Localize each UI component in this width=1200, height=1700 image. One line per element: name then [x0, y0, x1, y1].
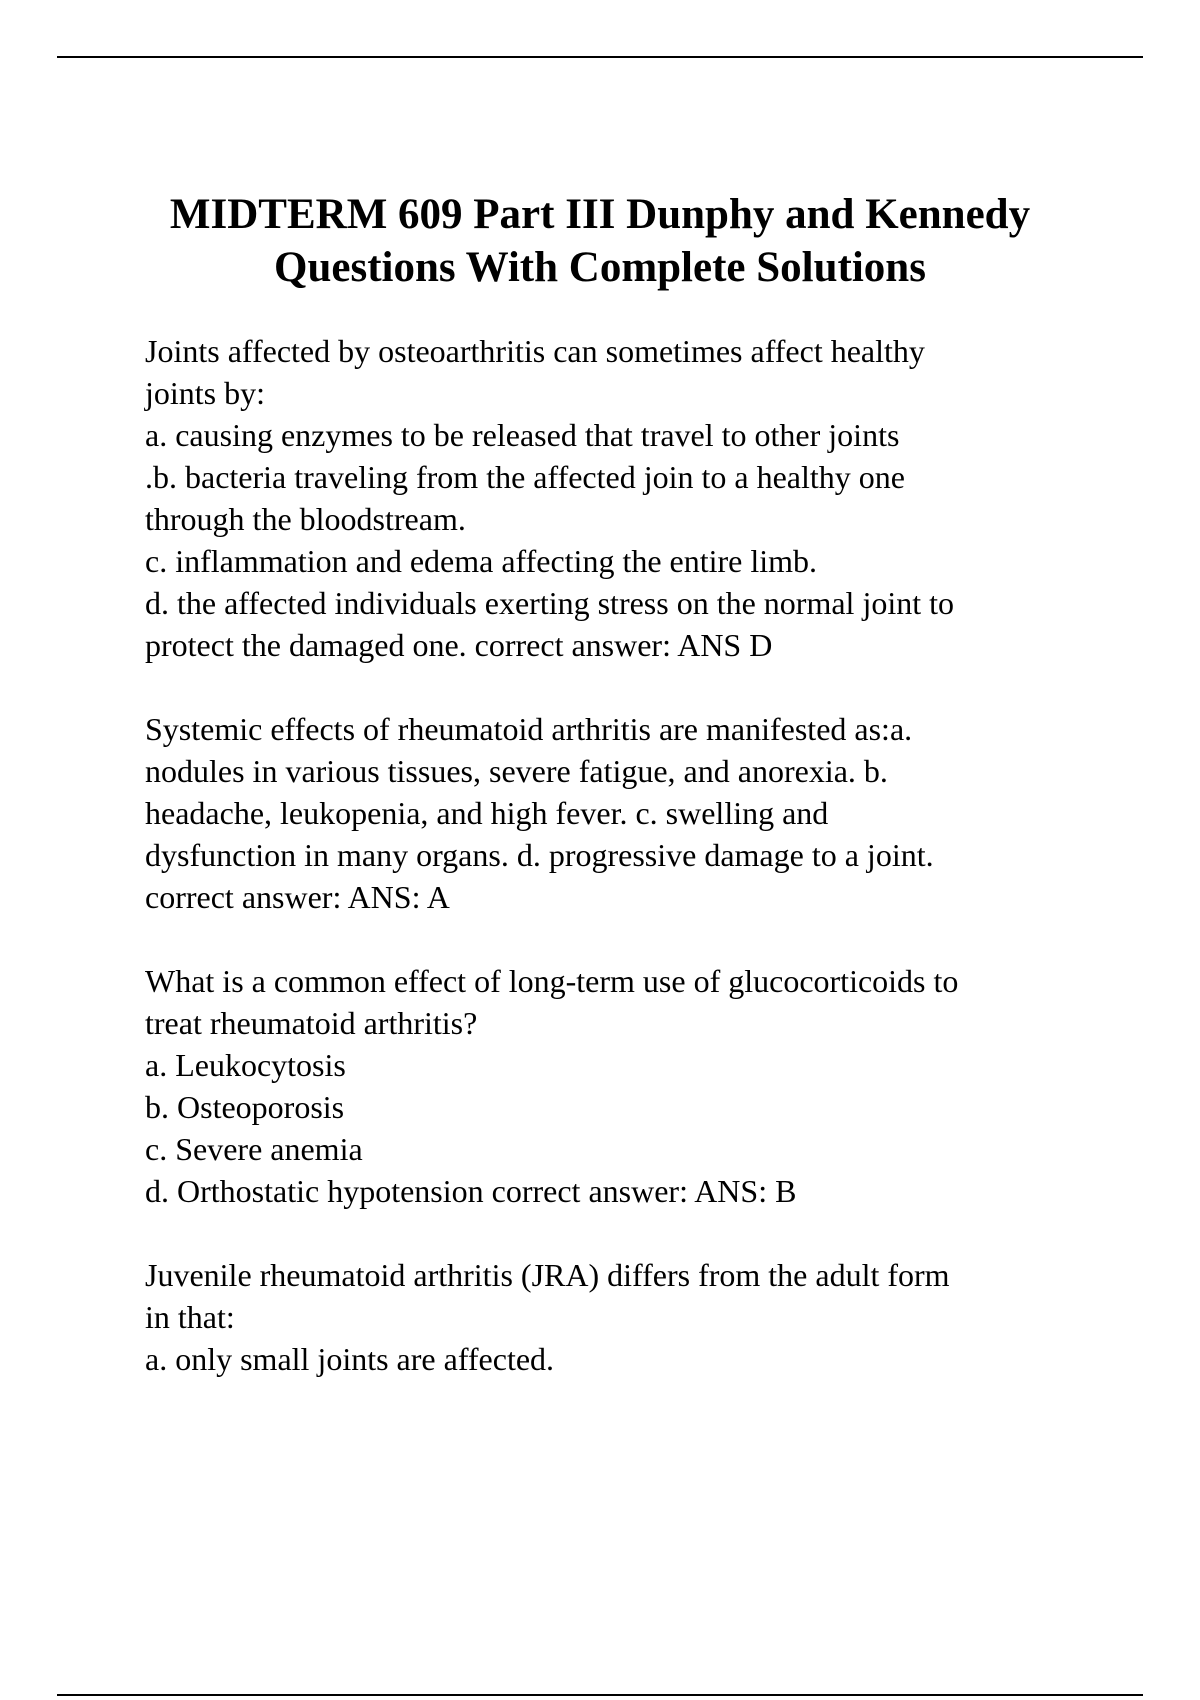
- option-line: b. Osteoporosis: [145, 1089, 345, 1125]
- title-line-1: MIDTERM 609 Part III Dunphy and Kennedy: [169, 191, 1031, 238]
- question-block-2: [145, 708, 1085, 918]
- option-line: a. Leukocytosis: [145, 1047, 346, 1083]
- option-line: headache, leukopenia, and high fever. c. swelling and: [145, 795, 829, 831]
- option-line: d. the affected individuals exerting stress on the normal joint to: [145, 585, 954, 621]
- question-line: What is a common effect of long-term use of glucocorticoids to: [145, 963, 959, 999]
- option-line: a. only small joints are affected.: [145, 1341, 555, 1377]
- option-line: .b. bacteria traveling from the affected join to a healthy one: [145, 459, 905, 495]
- question-line: Juvenile rheumatoid arthritis (JRA) differs from the adult form: [145, 1257, 950, 1293]
- question-line: Joints affected by osteoarthritis can sometimes affect healthy: [145, 333, 925, 369]
- document-body: [145, 330, 1085, 1422]
- option-line: c. inflammation and edema affecting the entire limb.: [145, 543, 818, 579]
- title-line-2: Questions With Complete Solutions: [274, 244, 926, 291]
- top-rule: [57, 56, 1143, 58]
- question-block-3: [145, 960, 1085, 1212]
- option-line: through the bloodstream.: [145, 501, 466, 537]
- option-line: c. Severe anemia: [145, 1131, 363, 1167]
- question-line: in that:: [145, 1299, 235, 1335]
- option-line: nodules in various tissues, severe fatigue, and anorexia. b.: [145, 753, 888, 789]
- option-line: a. causing enzymes to be released that travel to other joints: [145, 417, 900, 453]
- question-block-1: [145, 330, 1085, 666]
- answer-line: d. Orthostatic hypotension correct answer: ANS: B: [145, 1173, 797, 1209]
- question-block-4: [145, 1254, 1085, 1380]
- question-line: Systemic effects of rheumatoid arthritis are manifested as:a.: [145, 711, 913, 747]
- answer-line: correct answer: ANS: A: [145, 879, 450, 915]
- question-line: treat rheumatoid arthritis?: [145, 1005, 478, 1041]
- question-line: joints by:: [145, 375, 266, 411]
- option-line: dysfunction in many organs. d. progressive damage to a joint.: [145, 837, 934, 873]
- bottom-rule: [57, 1694, 1143, 1696]
- answer-line: protect the damaged one. correct answer: ANS D: [145, 627, 773, 663]
- page-title: [100, 188, 1100, 294]
